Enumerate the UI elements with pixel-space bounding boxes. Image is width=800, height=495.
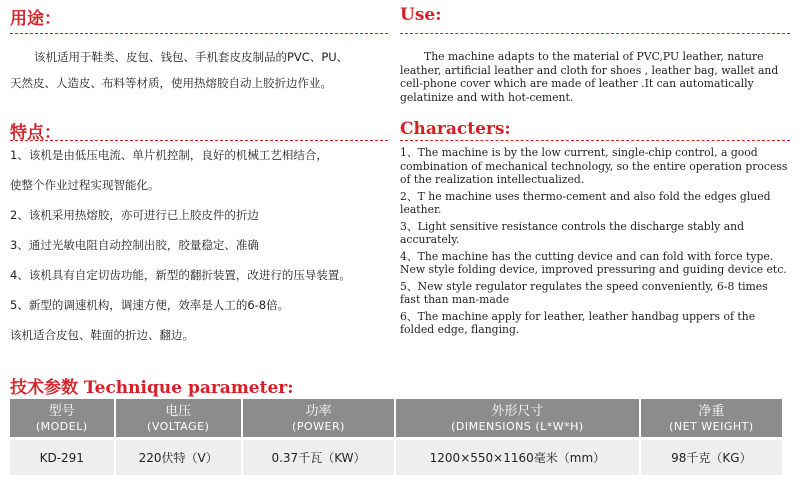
usage-text-cn bbox=[10, 44, 390, 96]
column-header-en: (NET WEIGHT) bbox=[669, 419, 754, 433]
cell-voltage: 220伏特（V） bbox=[116, 440, 241, 475]
usage-rule-en bbox=[400, 33, 790, 34]
params-heading-cn: 技术参数 bbox=[10, 378, 78, 398]
feature-item-cn: 3、通过光敏电阻自动控制出胶，胶量稳定、准确 bbox=[10, 238, 259, 252]
column-header-en: (DIMENSIONS (L*W*H) bbox=[451, 419, 584, 433]
feature-item-en: 6、The machine apply for leather, leather handbag uppers of the folded edge, flanging. bbox=[400, 309, 756, 336]
feature-item-en: 5、New style regulator regulates the speed conveniently, 6-8 times fast than man-made bbox=[400, 279, 768, 306]
column-header-en: (MODEL) bbox=[35, 419, 88, 433]
column-header-dimensions bbox=[396, 399, 639, 437]
feature-item-cn: 使整个作业过程实现智能化。 bbox=[10, 178, 160, 192]
feature-item-cn: 2、该机采用热熔胶，亦可进行已上胶皮件的折边 bbox=[10, 208, 259, 222]
feature-item-cn: 5、新型的调速机构，调速方便，效率是人工的6-8倍。 bbox=[10, 298, 290, 312]
table-row bbox=[10, 440, 782, 475]
feature-item-en: 3、Light sensitive resistance controls the discharge stably and accurately. bbox=[400, 219, 744, 246]
cell-dimensions: 1200×550×1160毫米（mm） bbox=[396, 440, 639, 475]
column-header-en: (VOLTAGE) bbox=[147, 419, 210, 433]
column-header-model bbox=[10, 399, 114, 437]
column-header-cn: 功率 bbox=[305, 403, 332, 419]
column-header-cn: 净重 bbox=[698, 403, 725, 419]
features-list-en bbox=[400, 146, 790, 340]
column-header-cn: 外形尺寸 bbox=[491, 403, 544, 419]
params-header-row bbox=[10, 399, 782, 437]
features-list-cn bbox=[10, 140, 390, 350]
cell-net-weight: 98千克（KG） bbox=[641, 440, 782, 475]
usage-rule-cn bbox=[10, 33, 388, 34]
params-heading bbox=[10, 373, 294, 398]
column-header-net-weight bbox=[641, 399, 782, 437]
params-table-wrap bbox=[8, 396, 784, 478]
feature-item-cn: 该机适合皮包、鞋面的折边、翻边。 bbox=[10, 328, 194, 342]
features-heading-en: Characters: bbox=[400, 119, 511, 139]
cell-model: KD-291 bbox=[10, 440, 114, 475]
column-header-cn: 电压 bbox=[165, 403, 192, 419]
feature-item-cn: 4、该机具有自定切齿功能，新型的翻折装置，改进行的压导装置。 bbox=[10, 268, 351, 282]
features-rule-en bbox=[400, 140, 790, 141]
usage-line: 天然皮、人造皮、布料等材质，使用热熔胶自动上胶折边作业。 bbox=[10, 76, 332, 90]
feature-item-en: 1、The machine is by the low current, single-chip control, a good combination of mechanical technology, so the entire operation process of the realization intellectualized. bbox=[400, 146, 788, 186]
column-header-power bbox=[243, 399, 394, 437]
usage-text-en bbox=[400, 50, 790, 104]
feature-item-en: 4、The machine has the cutting device and can fold with force type. New style folding device, improved pressuring and guiding device etc. bbox=[400, 249, 787, 276]
features-heading-cn: 特点： bbox=[10, 123, 61, 143]
cell-power: 0.37千瓦（KW） bbox=[243, 440, 394, 475]
params-heading-en: Technique parameter: bbox=[83, 378, 294, 398]
feature-item-en: 2、T he machine uses thermo-cement and also fold the edges glued leather. bbox=[400, 189, 771, 216]
usage-paragraph-en: The machine adapts to the material of PVC,PU leather, nature leather, artificial leather and cloth for shoes , leather bag, wallet and cell-phone cover which are made of leather .It can automatically gelatinize and with hot-cement. bbox=[400, 50, 779, 104]
params-table bbox=[8, 396, 784, 478]
column-header-en: (POWER) bbox=[292, 419, 345, 433]
usage-line: 该机适用于鞋类、皮包、钱包、手机套皮皮制品的PVC、PU、 bbox=[34, 50, 349, 64]
column-header-cn: 型号 bbox=[48, 403, 75, 419]
feature-item-cn: 1、该机是由低压电流、单片机控制，良好的机械工艺相结合， bbox=[10, 148, 328, 162]
usage-heading-en: Use: bbox=[400, 5, 442, 25]
column-header-voltage bbox=[116, 399, 241, 437]
usage-heading-cn: 用途： bbox=[10, 9, 61, 29]
